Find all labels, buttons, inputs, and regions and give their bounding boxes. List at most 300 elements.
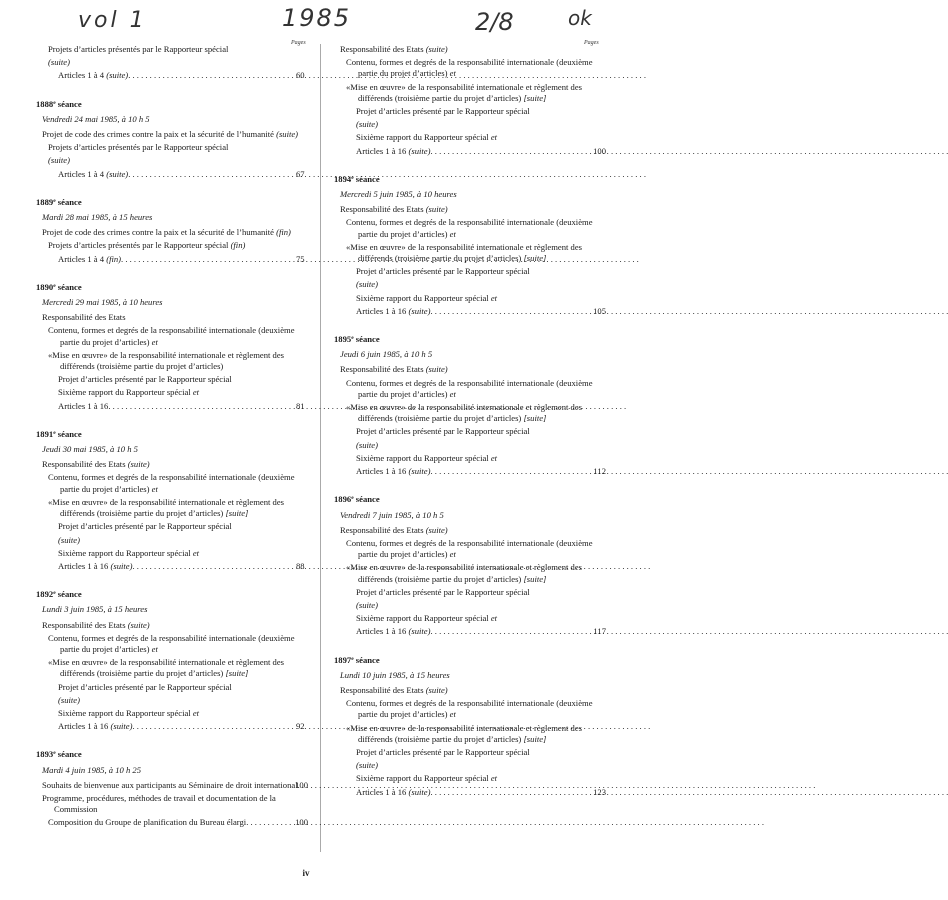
toc-entry-text <box>58 70 278 81</box>
entry-text: Projet de code des crimes contre la paix et la sécurité de l’humanité <box>42 129 277 140</box>
toc-entry <box>356 760 606 771</box>
entry-text: (suite) <box>58 694 80 705</box>
toc-entry <box>356 279 606 290</box>
toc-entry-text <box>356 145 576 157</box>
entry-italic-note: et <box>151 643 158 654</box>
entry-text: «Mise en œuvre» de la responsabilité internationale et règlement des différends (troisième partie du projet d’articles) <box>48 657 285 679</box>
entry-italic-note: (fin) <box>106 253 122 264</box>
left-column <box>36 44 308 845</box>
pages-label-left: Pages <box>291 40 306 46</box>
session-number-suffix: e <box>351 495 354 502</box>
toc-entry <box>340 364 606 375</box>
toc-entry <box>42 780 308 791</box>
entry-text: «Mise en œuvre» de la responsabilité internationale et règlement des différends (troisième partie du projet d’articles) <box>346 402 583 424</box>
toc-entry-text <box>48 325 308 347</box>
entry-text: Contenu, formes et degrés de la responsabilité internationale (deuxième partie du projet d’articles) <box>346 57 593 79</box>
toc-entry-text <box>356 439 606 451</box>
toc-entry-text <box>356 773 606 784</box>
toc-entry <box>346 538 606 560</box>
toc-entry <box>356 587 606 598</box>
entry-italic-note: et <box>490 773 498 784</box>
session-label: séance <box>55 589 82 600</box>
toc-entry <box>356 600 606 611</box>
toc-entry <box>340 44 606 55</box>
toc-entry-text <box>346 698 606 720</box>
toc-entry-text <box>58 534 308 546</box>
entry-text: Projet d’articles présenté par le Rapporteur spécial <box>356 106 530 117</box>
toc-entry-text <box>58 521 308 532</box>
toc-entry <box>58 374 308 385</box>
toc-entry <box>356 626 606 637</box>
toc-entry <box>48 657 308 679</box>
handwritten-fraction-note: 2/8 <box>475 8 514 36</box>
session-number-suffix: e <box>351 655 354 662</box>
entry-italic-note: (suite) <box>425 204 448 215</box>
toc-entry-text <box>48 44 308 55</box>
toc-entry <box>356 787 606 798</box>
toc-entry-text <box>340 204 606 215</box>
session-block <box>36 196 308 265</box>
entry-text: Sixième rapport du Rapporteur spécial <box>356 452 491 463</box>
entry-text: Contenu, formes et degrés de la responsabilité internationale (deuxième partie du projet d’articles) <box>346 698 593 720</box>
session-number-suffix: e <box>53 282 56 289</box>
session-number-suffix: e <box>351 174 354 181</box>
entry-text: Articles 1 à 16 <box>58 400 109 411</box>
toc-entry-text <box>356 305 576 317</box>
toc-entry <box>42 227 308 238</box>
session-block <box>36 98 308 180</box>
entry-italic-note: (suite) <box>127 459 150 470</box>
toc-entry-text <box>58 374 308 385</box>
session-heading <box>36 748 308 760</box>
entry-text: Responsabilité des Etats <box>42 312 126 323</box>
session-block <box>334 333 606 477</box>
toc-entry-text <box>356 466 576 477</box>
session-date: Jeudi 30 mai 1985, à 10 h 5 <box>42 444 138 455</box>
entry-text: Programme, procédures, méthodes de travail et documentation de la Commission <box>42 792 276 815</box>
entry-text: Projet d’articles présenté par le Rapporteur spécial <box>58 374 232 385</box>
toc-entry <box>340 204 606 215</box>
toc-entry-text <box>356 266 606 277</box>
entry-text: Contenu, formes et degrés de la responsabilité internationale (deuxième partie du projet d’articles) <box>346 217 593 239</box>
entry-italic-note: (suite) <box>425 364 448 375</box>
toc-entry: Articles 1 à 4 (fin) . . . 75 <box>58 254 308 265</box>
toc-entry-text <box>356 599 606 611</box>
toc-entry <box>58 708 308 719</box>
page-reference: 105 <box>593 305 606 316</box>
session-number-suffix: e <box>53 750 56 757</box>
entry-text: Sixième rapport du Rapporteur spécial <box>356 613 491 624</box>
entry-text: «Mise en œuvre» de la responsabilité internationale et règlement des différends (troisième partie du projet d’articles) <box>48 349 285 372</box>
toc-entry-text <box>340 684 606 696</box>
entry-italic-note: (suite) <box>106 168 129 179</box>
entry-italic-note: (suite) <box>425 684 448 695</box>
page-reference: 100 <box>295 817 308 828</box>
session-label: séance <box>353 334 380 345</box>
page-reference: 100 <box>593 145 606 156</box>
entry-text: «Mise en œuvre» de la responsabilité internationale et règlement des différends (troisième partie du projet d’articles) <box>346 722 583 744</box>
toc-entry-text <box>58 681 308 693</box>
toc-entry-text <box>346 241 606 264</box>
entry-text: Responsabilité des Etats <box>340 524 426 535</box>
toc-entry-text <box>346 537 606 560</box>
entry-text: Sixième rapport du Rapporteur spécial <box>356 292 491 303</box>
session-heading <box>36 196 308 208</box>
toc-entry-text <box>58 168 278 180</box>
entry-text: Articles 1 à 4 <box>58 70 107 81</box>
session-label: séance <box>55 281 82 292</box>
entry-italic-note: [suite] <box>523 573 547 584</box>
entry-italic-note: et <box>192 387 200 398</box>
toc-entry <box>346 698 606 720</box>
toc-entry-text <box>48 142 308 153</box>
toc-entry-text <box>356 626 576 637</box>
session-date: Mercredi 5 juin 1985, à 10 heures <box>340 189 457 200</box>
entry-text: Responsabilité des Etats <box>42 459 128 470</box>
entry-italic-note: et <box>151 483 158 494</box>
toc-entry <box>356 613 606 624</box>
toc-entry <box>356 146 606 157</box>
entry-text: Projet d’articles présenté par le Rapporteur spécial <box>356 746 530 757</box>
session-block <box>334 44 606 157</box>
entry-text: Composition du Groupe de planification du Bureau élargi <box>48 817 247 828</box>
session-heading <box>334 333 606 345</box>
entry-italic-note: [suite] <box>225 668 249 679</box>
entry-text: Contenu, formes et degrés de la responsabilité internationale (deuxième partie du projet d’articles) <box>48 325 295 347</box>
page-reference: 112 <box>593 466 606 477</box>
toc-entry-text <box>356 132 606 143</box>
session-block <box>334 173 606 317</box>
entry-text: Projet d’articles présenté par le Rapporteur spécial <box>356 586 530 597</box>
toc-entry-text <box>42 459 308 470</box>
entry-italic-note: (suite) <box>127 619 150 630</box>
toc-entry-text <box>346 562 606 584</box>
toc-entry-text <box>48 496 308 519</box>
entry-text: (suite) <box>356 760 378 771</box>
handwritten-ok-note: ok <box>568 6 592 30</box>
entry-text: Projet d’articles présenté par le Rapporteur spécial <box>356 266 530 277</box>
entry-italic-note: (fin) <box>230 240 246 251</box>
entry-italic-note: [suite] <box>523 733 547 744</box>
session-heading <box>36 588 308 600</box>
toc-entry <box>42 129 308 140</box>
toc-entry-text <box>42 779 298 791</box>
entry-italic-note: et <box>192 547 200 558</box>
handwritten-volume-note: vol 1 <box>78 8 147 33</box>
session-block <box>36 588 308 732</box>
toc-entry-text <box>346 81 606 104</box>
toc-entry <box>48 472 308 494</box>
toc-entry <box>340 525 606 536</box>
toc-entry-text <box>48 657 308 679</box>
toc-entry-text <box>346 402 606 424</box>
toc-entry <box>356 747 606 758</box>
toc-entry <box>356 440 606 451</box>
entry-text: (suite) <box>58 534 80 545</box>
toc-entry-text <box>356 119 606 130</box>
entry-text: Articles 1 à 16 <box>356 305 409 316</box>
session-number-suffix: e <box>53 429 56 436</box>
toc-entry <box>42 459 308 470</box>
toc-entry <box>356 306 606 317</box>
session-number: 1891 <box>36 428 54 439</box>
entry-text: Contenu, formes et degrés de la responsabilité internationale (deuxième partie du projet d’articles) <box>48 632 295 654</box>
session-number: 1896 <box>334 494 352 505</box>
entry-text: Souhaits de bienvenue aux participants au Séminaire de droit international <box>42 779 298 790</box>
entry-text: Articles 1 à 16 <box>58 721 111 732</box>
entry-italic-note: et <box>449 388 456 399</box>
toc-entry <box>356 132 606 143</box>
entry-text: Projets d’articles présentés par le Rapporteur spécial <box>48 142 229 153</box>
toc-entry <box>42 793 308 815</box>
entry-italic-note: (suite) <box>425 44 448 54</box>
toc-entry <box>356 466 606 477</box>
session-heading <box>334 493 606 505</box>
entry-text: «Mise en œuvre» de la responsabilité internationale et règlement des différends (troisième partie du projet d’articles) <box>346 241 583 264</box>
toc-entry-text <box>48 817 278 828</box>
toc-entry <box>356 453 606 464</box>
session-block <box>36 428 308 572</box>
entry-italic-note: [suite] <box>225 508 249 519</box>
toc-entry-text <box>48 472 308 494</box>
session-label: séance <box>55 98 82 109</box>
entry-text: Projets d’articles présentés par le Rapporteur spécial <box>48 44 229 54</box>
toc-entry-text <box>48 632 308 655</box>
toc-entry <box>42 312 308 323</box>
entry-text: (suite) <box>356 279 378 290</box>
session-heading <box>36 428 308 440</box>
session-number-suffix: e <box>351 335 354 342</box>
session-heading <box>36 281 308 293</box>
entry-text: Sixième rapport du Rapporteur spécial <box>356 773 491 784</box>
page-reference: 123 <box>593 786 606 797</box>
session-heading <box>36 98 308 110</box>
toc-entry <box>346 723 606 745</box>
toc-entry-text <box>356 292 606 304</box>
toc-entry <box>48 44 308 55</box>
toc-entry <box>58 682 308 693</box>
session-number: 1894 <box>334 173 352 184</box>
entry-italic-note: et <box>449 549 456 560</box>
toc-entry-text <box>42 129 308 140</box>
session-date: Lundi 3 juin 1985, à 15 heures <box>42 604 148 615</box>
session-number: 1893 <box>36 749 54 760</box>
session-label: séance <box>55 749 82 760</box>
toc-entry-text <box>346 722 606 745</box>
toc-entry-text <box>356 613 606 624</box>
toc-entry-text <box>48 240 308 251</box>
toc-entry <box>356 266 606 277</box>
entry-text: (suite) <box>356 119 378 130</box>
toc-entry <box>340 685 606 696</box>
session-label: séance <box>55 428 82 439</box>
session-block <box>36 281 308 412</box>
toc-entry-text <box>42 619 308 631</box>
entry-text: Projet d’articles présenté par le Rapporteur spécial <box>58 681 232 692</box>
session-heading <box>334 173 606 185</box>
entry-text: Sixième rapport du Rapporteur spécial <box>58 707 193 718</box>
page-reference: 100 <box>295 779 308 790</box>
entry-text: Contenu, formes et degrés de la responsabilité internationale (deuxième partie du projet d’articles) <box>346 537 593 560</box>
toc-entry <box>346 402 606 424</box>
session-number: 1897 <box>334 654 352 665</box>
toc-entry-text <box>346 57 606 79</box>
session-number-suffix: e <box>53 590 56 597</box>
toc-entry: Articles 1 à 16 (suite) . . . 92 <box>58 721 308 732</box>
session-date: Vendredi 7 juin 1985, à 10 h 5 <box>340 509 444 520</box>
entry-italic-note: [suite] <box>523 413 547 424</box>
entry-italic-note: (suite) <box>408 466 431 477</box>
toc-entry <box>346 562 606 584</box>
toc-entry <box>356 293 606 304</box>
session-block <box>36 44 308 82</box>
session-block <box>334 654 606 798</box>
session-number: 1889 <box>36 196 54 207</box>
toc-entry-text <box>356 426 606 437</box>
toc-entry: Articles 1 à 4 (suite) . . . 60 <box>58 70 308 81</box>
session-label: séance <box>353 654 380 665</box>
toc-entry-text <box>42 312 308 323</box>
toc-entry <box>48 817 308 828</box>
entry-text: (suite) <box>48 155 70 166</box>
right-column <box>334 44 606 814</box>
entry-text: Sixième rapport du Rapporteur spécial <box>356 132 491 143</box>
entry-text: Responsabilité des Etats <box>42 619 128 630</box>
entry-text: Responsabilité des Etats <box>340 364 426 375</box>
entry-italic-note: et <box>151 336 158 347</box>
session-number-suffix: e <box>53 99 56 106</box>
session-label: séance <box>353 173 380 184</box>
session-number: 1895 <box>334 334 352 345</box>
entry-text: Responsabilité des Etats <box>340 204 426 215</box>
entry-text: Articles 1 à 16 <box>356 786 409 797</box>
toc-entry-text <box>42 792 308 815</box>
entry-italic-note: (suite) <box>425 524 448 535</box>
session-number: 1890 <box>36 281 54 292</box>
page-reference: 117 <box>593 626 606 637</box>
session-label: séance <box>55 196 82 207</box>
toc-entry-text <box>48 155 308 166</box>
session-date: Mardi 4 juin 1985, à 10 h 25 <box>42 764 141 775</box>
toc-entry <box>48 350 308 372</box>
entry-italic-note: et <box>449 709 456 720</box>
toc-entry-text <box>58 547 308 559</box>
entry-text: Projets d’articles présentés par le Rapporteur spécial <box>48 240 231 251</box>
toc-entry <box>356 106 606 117</box>
entry-italic-note: et <box>192 707 200 718</box>
toc-entry <box>48 57 308 68</box>
toc-entry-text <box>356 760 606 771</box>
entry-text: Projet d’articles présenté par le Rapporteur spécial <box>356 426 530 437</box>
entry-text: Articles 1 à 16 <box>356 626 409 637</box>
toc-entry <box>48 142 308 153</box>
toc-entry-text <box>346 217 606 239</box>
entry-italic-note: et <box>449 68 456 79</box>
toc-entry-text <box>356 452 606 464</box>
session-label: séance <box>353 494 380 505</box>
toc-entry-text <box>58 387 308 398</box>
entry-text: Sixième rapport du Rapporteur spécial <box>58 547 193 558</box>
session-date: Jeudi 6 juin 1985, à 10 h 5 <box>340 349 433 360</box>
page-number: iv <box>302 868 310 878</box>
session-number: 1888 <box>36 98 54 109</box>
toc-entry: Articles 1 à 16 (suite) . . . 88 <box>58 561 308 572</box>
toc-entry-text <box>58 253 278 265</box>
toc-entry-text <box>356 106 606 117</box>
session-date: Lundi 10 juin 1985, à 15 heures <box>340 669 450 680</box>
toc-entry <box>58 548 308 559</box>
toc-entry-text <box>340 364 606 375</box>
toc-entry: Articles 1 à 4 (suite) . . . 67 <box>58 169 308 180</box>
toc-entry-text <box>356 586 606 598</box>
entry-italic-note: (suite) <box>110 721 133 732</box>
entry-text: Contenu, formes et degrés de la responsabilité internationale (deuxième partie du projet d’articles) <box>48 472 295 494</box>
entry-italic-note: (suite) <box>276 129 299 140</box>
entry-text: (suite) <box>356 439 378 450</box>
toc-entry: Articles 1 à 16 . . . 81 <box>58 401 308 412</box>
toc-entry <box>58 695 308 706</box>
session-number: 1892 <box>36 589 54 600</box>
entry-text: Responsabilité des Etats <box>340 684 426 695</box>
toc-entry <box>356 773 606 784</box>
toc-entry-text <box>58 560 278 572</box>
toc-entry-text <box>48 349 308 372</box>
entry-italic-note: (suite) <box>408 786 431 797</box>
toc-entry-text <box>340 44 606 55</box>
entry-text: Articles 1 à 16 <box>58 560 111 571</box>
entry-italic-note: et <box>490 613 498 624</box>
entry-italic-note: (suite) <box>408 305 431 316</box>
entry-text: «Mise en œuvre» de la responsabilité internationale et règlement des différends (troisième partie du projet d’articles) <box>346 81 583 103</box>
session-date: Mardi 28 mai 1985, à 15 heures <box>42 212 153 223</box>
toc-entry-text <box>58 721 278 732</box>
entry-text: (suite) <box>356 599 378 610</box>
toc-entry <box>42 620 308 631</box>
toc-entry <box>346 378 606 400</box>
entry-italic-note: (suite) <box>106 70 129 81</box>
toc-entry <box>48 497 308 519</box>
toc-entry <box>58 387 308 398</box>
handwritten-year-note: 1985 <box>282 4 352 32</box>
toc-entry <box>58 521 308 532</box>
entry-text: (suite) <box>48 57 70 68</box>
session-date: Vendredi 24 mai 1985, à 10 h 5 <box>42 113 150 124</box>
toc-entry-text <box>356 279 606 290</box>
session-number-suffix: e <box>53 197 56 204</box>
entry-text: «Mise en œuvre» de la responsabilité internationale et règlement des différends (troisième partie du projet d’articles) <box>346 562 583 584</box>
toc-entry-text <box>346 377 606 400</box>
toc-entry <box>48 240 308 251</box>
entry-text: Projet d’articles présenté par le Rapporteur spécial <box>58 521 232 532</box>
session-heading <box>334 654 606 666</box>
entry-text: Articles 1 à 16 <box>356 145 409 156</box>
entry-italic-note: et <box>449 228 456 239</box>
entry-text: Articles 1 à 4 <box>58 253 107 264</box>
toc-entry <box>346 57 606 79</box>
entry-text: Contenu, formes et degrés de la responsabilité internationale (deuxième partie du projet d’articles) <box>346 377 593 399</box>
toc-entry-text <box>48 57 308 68</box>
entry-italic-note: et <box>490 132 498 143</box>
entry-italic-note: (suite) <box>408 145 431 156</box>
entry-text: «Mise en œuvre» de la responsabilité internationale et règlement des différends (troisième partie du projet d’articles) <box>48 496 285 519</box>
toc-entry-text <box>42 227 308 238</box>
toc-entry <box>48 633 308 655</box>
toc-entry <box>58 535 308 546</box>
entry-italic-note: [suite] <box>523 253 547 264</box>
entry-text: Articles 1 à 16 <box>356 466 409 477</box>
entry-italic-note: (fin) <box>276 227 291 238</box>
toc-entry <box>346 242 606 264</box>
